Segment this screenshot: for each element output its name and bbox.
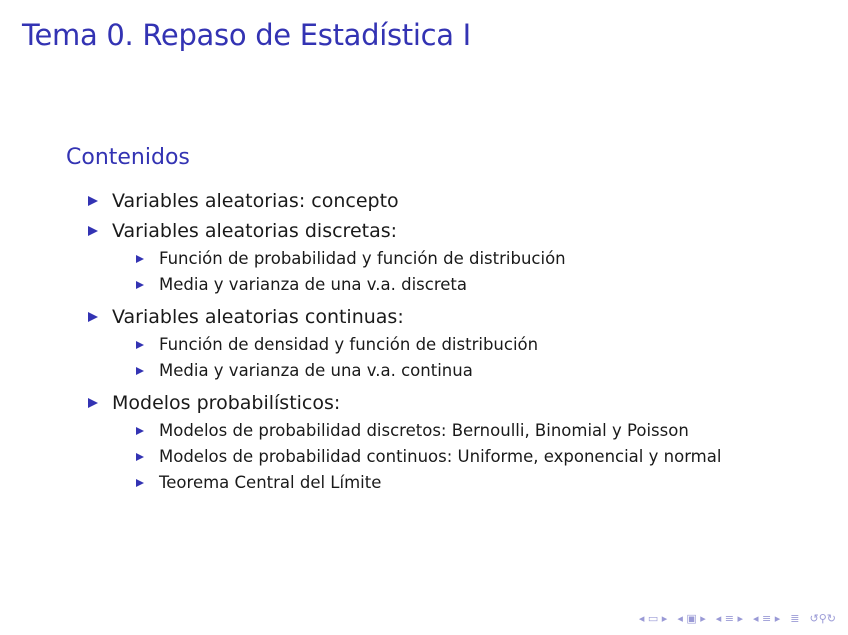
beamer-navigation-bar bbox=[639, 612, 836, 625]
list-item bbox=[86, 186, 826, 216]
sublist-item bbox=[86, 470, 826, 496]
sublist-item bbox=[86, 418, 826, 444]
sublist-item bbox=[86, 332, 826, 358]
list-item-label: Modelos probabilísticos: bbox=[112, 392, 341, 414]
frame-prev-next-icon[interactable]: ◂ ▭ ▸ bbox=[638, 612, 668, 625]
bullet-triangle-icon bbox=[88, 226, 98, 236]
sublist-item-label: Media y varianza de una v.a. discreta bbox=[159, 275, 467, 294]
subsection-prev-next-icon[interactable]: ◂ ▣ ▸ bbox=[677, 612, 706, 625]
slide-prev-next-icon[interactable]: ◂ ≡ ▸ bbox=[753, 612, 781, 625]
list-item-label: Variables aleatorias discretas: bbox=[112, 220, 398, 242]
sublist bbox=[86, 332, 826, 384]
bullet-triangle-icon bbox=[88, 398, 98, 408]
list-item bbox=[86, 388, 826, 418]
bullet-triangle-icon bbox=[136, 367, 144, 375]
sublist-item-label: Función de densidad y función de distribución bbox=[159, 335, 539, 354]
sublist-item-label: Modelos de probabilidad continuos: Uniforme, exponencial y normal bbox=[159, 447, 722, 466]
contents-list bbox=[86, 186, 826, 500]
bullet-triangle-icon bbox=[136, 479, 144, 487]
search-icon[interactable]: ↺⚲↻ bbox=[809, 612, 836, 625]
sublist-item-label: Modelos de probabilidad discretos: Bernoulli, Binomial y Poisson bbox=[159, 421, 689, 440]
slide-title: Tema 0. Repaso de Estadística I bbox=[22, 18, 471, 52]
list-item-label: Variables aleatorias continuas: bbox=[112, 306, 404, 328]
sublist-item-label: Teorema Central del Límite bbox=[159, 473, 382, 492]
sublist-item-label: Función de probabilidad y función de distribución bbox=[159, 249, 566, 268]
bullet-triangle-icon bbox=[88, 312, 98, 322]
sublist-item-label: Media y varianza de una v.a. continua bbox=[159, 361, 473, 380]
bullet-triangle-icon bbox=[136, 341, 144, 349]
sublist bbox=[86, 246, 826, 298]
list-item bbox=[86, 216, 826, 246]
sublist bbox=[86, 418, 826, 496]
sublist-item bbox=[86, 246, 826, 272]
bullet-triangle-icon bbox=[136, 281, 144, 289]
bullet-triangle-icon bbox=[88, 196, 98, 206]
bullet-triangle-icon bbox=[136, 453, 144, 461]
appendix-icon[interactable]: ≣ bbox=[790, 612, 800, 625]
bullet-triangle-icon bbox=[136, 255, 144, 263]
bullet-triangle-icon bbox=[136, 427, 144, 435]
section-prev-next-icon[interactable]: ◂ ≡ ▸ bbox=[715, 612, 744, 625]
sublist-item bbox=[86, 444, 826, 470]
list-item-label: Variables aleatorias: concepto bbox=[112, 190, 399, 212]
sublist-item bbox=[86, 272, 826, 298]
sublist-item bbox=[86, 358, 826, 384]
block-title: Contenidos bbox=[66, 145, 190, 170]
list-item bbox=[86, 302, 826, 332]
